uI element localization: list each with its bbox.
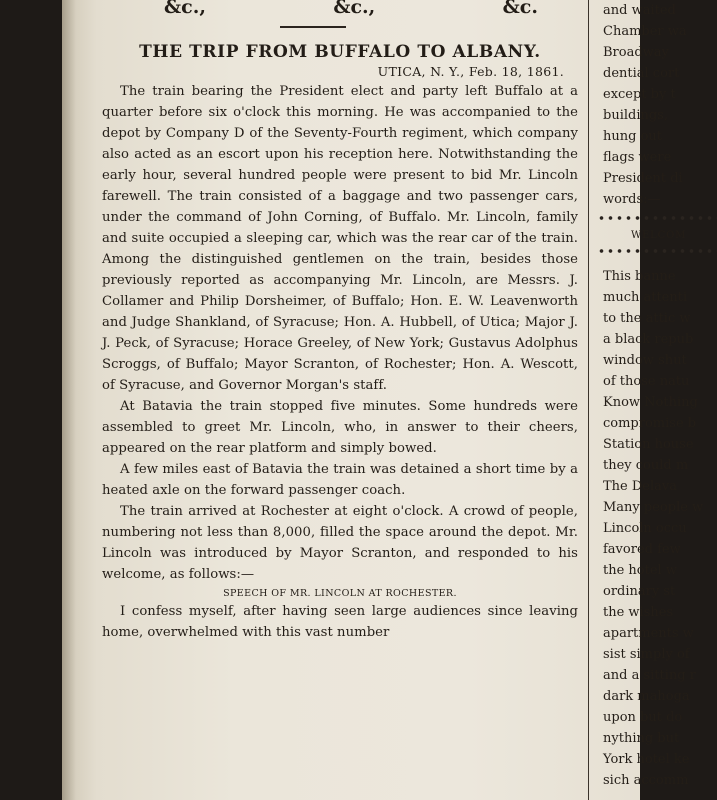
- right-line: nything but: [603, 731, 680, 746]
- right-line: a black repub: [603, 332, 694, 347]
- right-line: apartments w: [603, 626, 694, 641]
- right-line: flags were: [603, 150, 672, 165]
- right-line: and a sitting r: [603, 668, 696, 683]
- right-line: This banne: [603, 269, 676, 284]
- right-line: words:—: [603, 192, 661, 207]
- right-line: the wishes: [603, 605, 674, 620]
- article-paragraph-2: At Batavia the train stopped five minutes. Some hundreds were assembled to greet Mr. Lincoln, who, in answer to their cheers, appeared on the rear platform and simply bowed.: [102, 399, 578, 456]
- speech-heading: SPEECH OF MR. LINCOLN AT ROCHESTER.: [223, 588, 457, 599]
- right-line: Chamber wa: [603, 24, 687, 39]
- right-line: sist simply of: [603, 647, 690, 662]
- right-line: the hotel w: [603, 563, 677, 578]
- ampersand-2: &c.,: [333, 0, 376, 18]
- right-line: Station house: [603, 437, 694, 452]
- speech-paragraph: I confess myself, after having seen large audiences since leaving home, overwhelmed with this vast number: [102, 604, 578, 640]
- right-line: Many people w: [603, 500, 704, 515]
- banner-border-top: [597, 214, 717, 222]
- right-line: Know Nothing: [603, 395, 698, 410]
- banner-text: WELCOM: [631, 230, 687, 241]
- right-line: sich accomm: [603, 773, 689, 788]
- right-line: to the attic w: [603, 311, 691, 326]
- right-line: dential cort: [603, 66, 680, 81]
- right-line: much attenti: [603, 290, 688, 305]
- article-dateline: UTICA, N. Y., Feb. 18, 1861.: [377, 64, 564, 79]
- newspaper-page: [62, 0, 704, 800]
- column-header-ampersands: [102, 0, 578, 22]
- right-line: and waited: [603, 3, 676, 18]
- right-line: The Delava: [603, 479, 677, 494]
- article-paragraph-1: The train bearing the President elect and party left Buffalo at a quarter before six o'clock this morning. He was accompanied to the depot by Company D of the Seventy-Fourth regiment, which company also acted as an escort upon his reception here. Notwithstanding the early hour, several hundred people were present to bid Mr. Lincoln farewell. The train consisted of a baggage and two passenger cars, under the command of John Corning, of Buffalo. Mr. Lincoln, family and suite occupied a sleeping car, which was the rear car of the train. Among the distinguished gentlemen on the train, besides those previously reported as accompanying Mr. Lincoln, are Messrs. J. Collamer and Philip Dorsheimer, of Buffalo; Hon. E. W. Leavenworth and Judge Shankland, of Syracuse; Hon. A. Hubbell, of Utica; Major J. J. Peck, of Syracuse; Horace Greeley, of New York; Gustavus Adolphus Scroggs, of Buffalo; Mayor Scranton, of Rochester; Hon. A. Wescott, of Syracuse, and Governor Morgan's staff.: [102, 84, 578, 393]
- right-line: hung out: [603, 129, 662, 144]
- right-line: dark mahoga: [603, 689, 690, 704]
- right-line: buildings,: [603, 108, 668, 123]
- article-headline: THE TRIP FROM BUFFALO TO ALBANY.: [139, 42, 541, 62]
- section-divider: [280, 26, 346, 28]
- right-line: favored few: [603, 542, 681, 557]
- right-line: they could m: [603, 458, 689, 473]
- column-rule: [588, 0, 589, 800]
- welcome-banner: [597, 214, 717, 260]
- right-line: York hotel ke: [603, 752, 690, 767]
- right-line: President di: [603, 171, 683, 186]
- banner-border-bottom: [597, 247, 717, 255]
- ampersand-1: &c.,: [164, 0, 206, 18]
- page-fold-shadow: [62, 0, 76, 800]
- right-line: of those natu: [603, 374, 690, 389]
- right-column: [597, 0, 717, 800]
- ampersand-3: &c.: [502, 0, 538, 18]
- right-line: window shut: [603, 353, 687, 368]
- right-line: ordinary st: [603, 584, 676, 599]
- right-line: upon but do: [603, 710, 683, 725]
- main-column: [102, 0, 578, 800]
- right-line: Lincoln occu: [603, 521, 687, 536]
- article-paragraph-4: The train arrived at Rochester at eight o'clock. A crowd of people, numbering not less than 8,000, filled the space around the depot. Mr. Lincoln was introduced by Mayor Scranton, and responded to his welcome, as follows:—: [102, 504, 578, 582]
- article-paragraph-3: A few miles east of Batavia the train was detained a short time by a heated axle on the forward passenger coach.: [102, 462, 578, 498]
- right-line: compromise b: [603, 416, 697, 431]
- right-line: except by t: [603, 87, 676, 102]
- right-line: Broadway: [603, 45, 669, 60]
